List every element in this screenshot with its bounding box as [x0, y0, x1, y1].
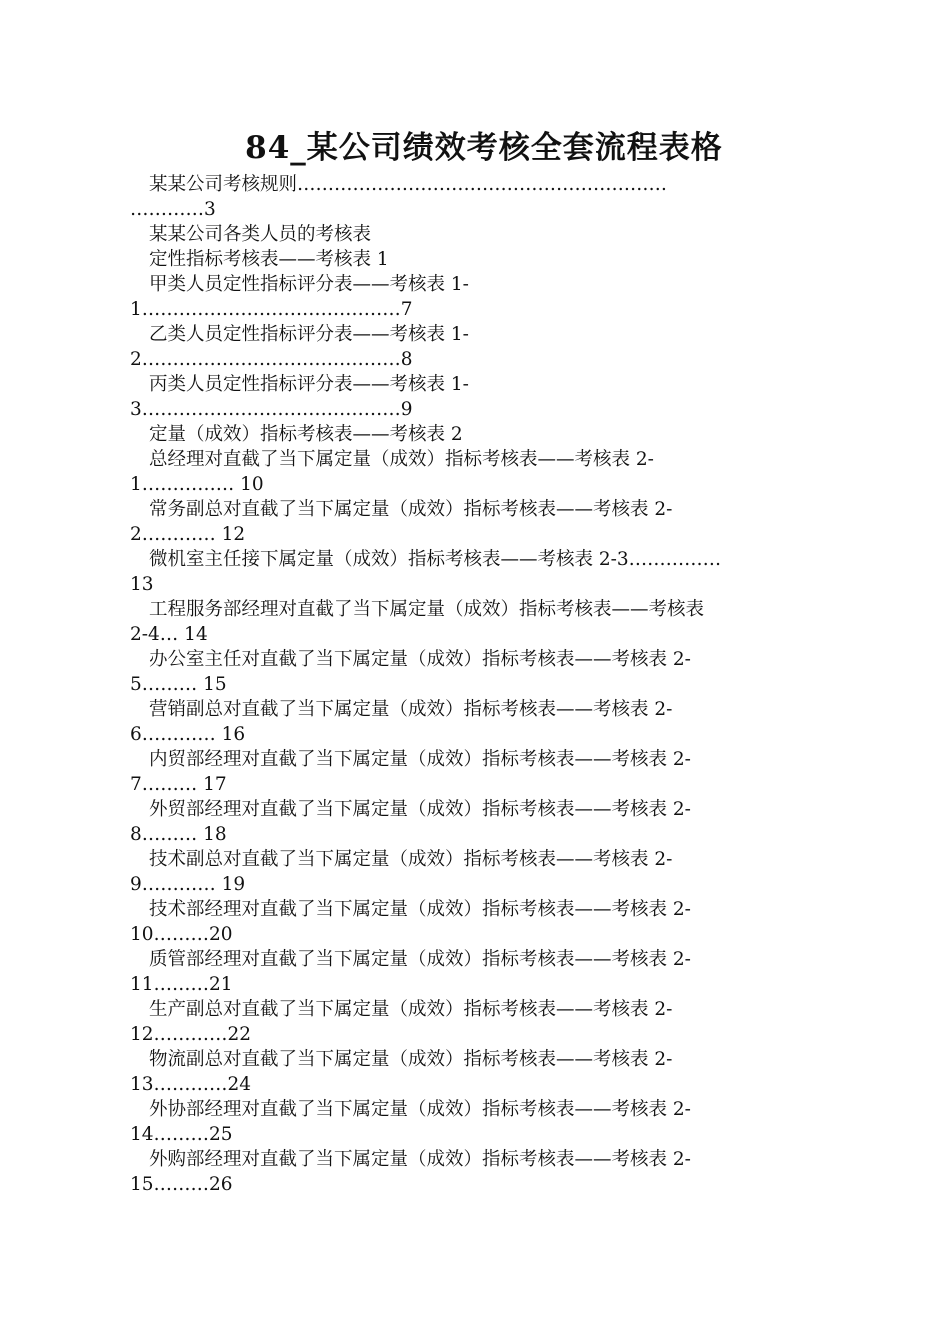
toc-entry-2-14[interactable] [130, 1097, 830, 1147]
toc-entry-page: 9………… 19 [130, 874, 246, 895]
toc-entry-2-5[interactable] [130, 647, 830, 697]
toc-entry-qualitative-form[interactable] [130, 247, 830, 272]
toc-entry-2-3[interactable] [130, 547, 830, 597]
toc-entry-text: 技术副总对直截了当下属定量（成效）指标考核表——考核表 2- [149, 849, 673, 870]
toc-entry-quantitative-form[interactable] [130, 422, 830, 447]
toc-entry-text: 内贸部经理对直截了当下属定量（成效）指标考核表——考核表 2- [149, 749, 691, 770]
toc-entry-page: 2-4… 14 [130, 624, 208, 645]
toc-entry-text: 营销副总对直截了当下属定量（成效）指标考核表——考核表 2- [149, 699, 673, 720]
toc-entry-page: 12…………22 [130, 1024, 252, 1045]
toc-entry-text: 技术部经理对直截了当下属定量（成效）指标考核表——考核表 2- [149, 899, 691, 920]
toc-entry-text: 定性指标考核表——考核表 1 [149, 249, 389, 270]
toc-entry-text: 常务副总对直截了当下属定量（成效）指标考核表——考核表 2- [149, 499, 673, 520]
toc-entry-page: 13 [130, 574, 154, 595]
toc-entry-text: 甲类人员定性指标评分表——考核表 1- [149, 274, 469, 295]
toc-entry-page: 5……… 15 [130, 674, 227, 695]
toc-entry-page: 1…………… 10 [130, 474, 264, 495]
toc-entry-2-10[interactable] [130, 897, 830, 947]
toc-entry-page: 10………20 [130, 924, 233, 945]
toc-entry-page: 11………21 [130, 974, 233, 995]
toc-entry-class-c[interactable] [130, 372, 830, 422]
toc-entry-2-8[interactable] [130, 797, 830, 847]
toc-entry-page: …………3 [130, 199, 216, 220]
toc-entry-page: 2………… 12 [130, 524, 246, 545]
toc-entry-2-7[interactable] [130, 747, 830, 797]
toc-entry-page: 13…………24 [130, 1074, 252, 1095]
toc-entry-page: 3……………………………………9 [130, 399, 413, 420]
toc-entry-page: 6………… 16 [130, 724, 246, 745]
toc-entry-2-12[interactable] [130, 997, 830, 1047]
toc-entry-text: 外贸部经理对直截了当下属定量（成效）指标考核表——考核表 2- [149, 799, 691, 820]
toc-entry-page: 15………26 [130, 1174, 233, 1195]
toc-entry-2-9[interactable] [130, 847, 830, 897]
toc-entry-page: 8……… 18 [130, 824, 227, 845]
toc-entry-2-4[interactable] [130, 597, 830, 647]
toc-entry-2-1[interactable] [130, 447, 830, 497]
toc-entry-page: 14………25 [130, 1124, 233, 1145]
toc-entry-class-a[interactable] [130, 272, 830, 322]
toc-entry-class-b[interactable] [130, 322, 830, 372]
toc-entry-rules[interactable] [130, 172, 830, 222]
toc-entry-text: 乙类人员定性指标评分表——考核表 1- [149, 324, 469, 345]
toc-entry-text: 办公室主任对直截了当下属定量（成效）指标考核表——考核表 2- [149, 649, 691, 670]
toc-entry-staff-forms[interactable] [130, 222, 830, 247]
toc-entry-text: 外购部经理对直截了当下属定量（成效）指标考核表——考核表 2- [149, 1149, 691, 1170]
toc-entry-text: 总经理对直截了当下属定量（成效）指标考核表——考核表 2- [149, 449, 654, 470]
toc-entry-page: 7……… 17 [130, 774, 227, 795]
toc-entry-text: 微机室主任接下属定量（成效）指标考核表——考核表 2-3…………… [149, 549, 722, 570]
toc-entry-text: 某某公司各类人员的考核表 [149, 224, 372, 245]
toc-entry-text: 丙类人员定性指标评分表——考核表 1- [149, 374, 469, 395]
toc-entry-text: 定量（成效）指标考核表——考核表 2 [149, 424, 463, 445]
toc-entry-2-6[interactable] [130, 697, 830, 747]
toc-entry-text: 生产副总对直截了当下属定量（成效）指标考核表——考核表 2- [149, 999, 673, 1020]
toc-entry-page: 1……………………………………7 [130, 299, 413, 320]
toc-entry-2-15[interactable] [130, 1147, 830, 1197]
toc-entry-text: 某某公司考核规则…………………………………………………… [149, 174, 668, 195]
toc-entry-text: 物流副总对直截了当下属定量（成效）指标考核表——考核表 2- [149, 1049, 673, 1070]
toc-entry-page: 2……………………………………8 [130, 349, 413, 370]
document-title: 84_某公司绩效考核全套流程表格 [245, 130, 723, 166]
toc-entry-text: 工程服务部经理对直截了当下属定量（成效）指标考核表——考核表 [149, 599, 705, 620]
toc-entry-2-11[interactable] [130, 947, 830, 997]
toc-entry-2-2[interactable] [130, 497, 830, 547]
toc-entry-text: 外协部经理对直截了当下属定量（成效）指标考核表——考核表 2- [149, 1099, 691, 1120]
table-of-contents [130, 172, 830, 1197]
toc-entry-text: 质管部经理对直截了当下属定量（成效）指标考核表——考核表 2- [149, 949, 691, 970]
toc-entry-2-13[interactable] [130, 1047, 830, 1097]
